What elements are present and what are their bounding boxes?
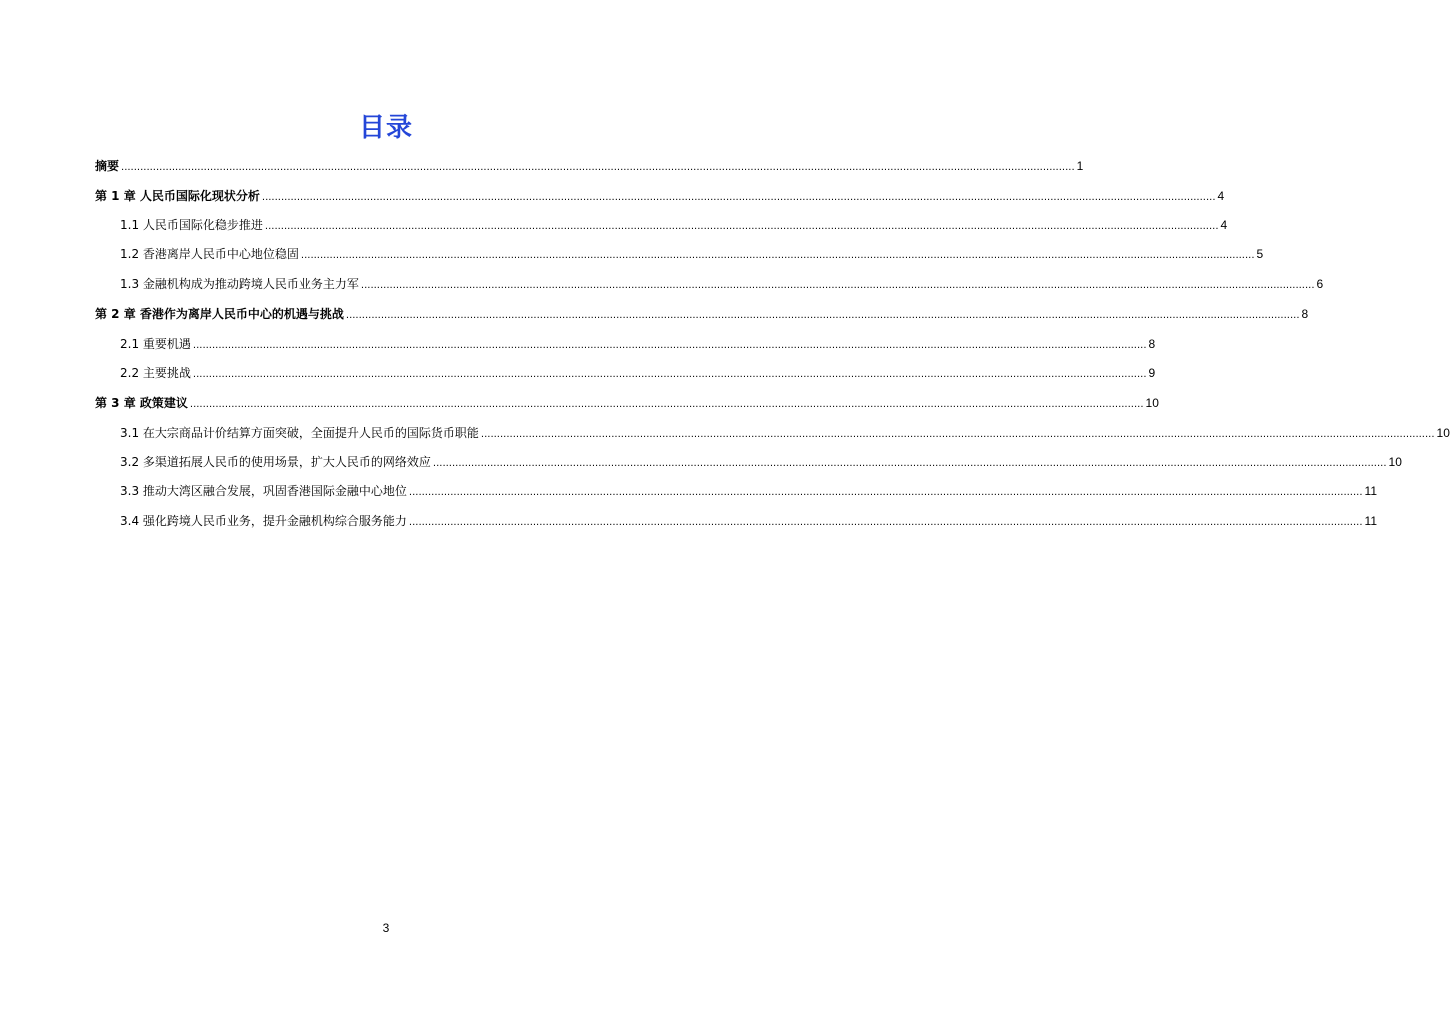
- toc-entry-section-3-4[interactable]: [120, 511, 1377, 531]
- dot-leader: ............................................................................................................................................................................................................................................................................................................: [300, 250, 1255, 261]
- toc-entry-section-2-1[interactable]: [120, 334, 1156, 354]
- toc-entry-section-3-2[interactable]: [120, 452, 1402, 472]
- toc-entry-label: 3.2 多渠道拓展人民币的使用场景，扩大人民币的网络效应: [120, 455, 431, 469]
- toc-entry-abstract[interactable]: [95, 156, 1084, 176]
- dot-leader: ............................................................................................................................................................................................................................................................................................................: [345, 310, 1300, 321]
- toc-entry-label: 2.2 主要挑战: [120, 366, 191, 380]
- toc-entry-page: 4: [1217, 189, 1225, 203]
- toc-entry-label: 摘要: [95, 159, 120, 173]
- toc-entry-page: 1: [1076, 159, 1084, 173]
- toc-entry-section-2-2[interactable]: [120, 363, 1156, 383]
- toc-entry-label: 第 3 章 政策建议: [95, 396, 188, 410]
- toc-entry-label: 1.3 金融机构成为推动跨境人民币业务主力军: [120, 277, 359, 291]
- toc-entry-label: 3.1 在大宗商品计价结算方面突破，全面提升人民币的国际货币职能: [120, 426, 479, 440]
- dot-leader: ............................................................................................................................................................................................................................................................................................................: [408, 487, 1363, 498]
- toc-entry-page: 6: [1316, 277, 1324, 291]
- dot-leader: ............................................................................................................................................................................................................................................................................................................: [192, 369, 1147, 380]
- toc-entry-page: 10: [1436, 426, 1450, 440]
- toc-entry-section-3-3[interactable]: [120, 481, 1377, 501]
- toc-entry-page: 10: [1388, 455, 1402, 469]
- toc-entry-label: 2.1 重要机遇: [120, 337, 191, 351]
- toc-entry-section-1-1[interactable]: [120, 215, 1228, 235]
- toc-entry-page: 8: [1148, 337, 1156, 351]
- dot-leader: ............................................................................................................................................................................................................................................................................................................: [360, 280, 1315, 291]
- toc-entry-section-3-1[interactable]: [120, 423, 1450, 443]
- dot-leader: ............................................................................................................................................................................................................................................................................................................: [408, 517, 1363, 528]
- toc-entry-section-1-3[interactable]: [120, 274, 1324, 294]
- toc-entry-page: 4: [1220, 218, 1228, 232]
- dot-leader: ............................................................................................................................................................................................................................................................................................................: [192, 340, 1147, 351]
- toc-entry-chapter-1[interactable]: [95, 186, 1225, 206]
- page-number: 3: [382, 921, 390, 935]
- toc-entry-page: 10: [1145, 396, 1159, 410]
- dot-leader: ............................................................................................................................................................................................................................................................................................................: [121, 162, 1075, 173]
- toc-entry-page: 11: [1364, 514, 1377, 528]
- toc-entry-section-1-2[interactable]: [120, 244, 1264, 264]
- toc-entry-page: 5: [1256, 247, 1264, 261]
- dot-leader: ............................................................................................................................................................................................................................................................................................................: [261, 192, 1216, 203]
- dot-leader: ............................................................................................................................................................................................................................................................................................................: [264, 221, 1219, 232]
- toc-title: 目录: [358, 113, 413, 143]
- toc-entry-label: 第 2 章 香港作为离岸人民币中心的机遇与挑战: [95, 307, 344, 321]
- toc-entry-label: 3.3 推动大湾区融合发展，巩固香港国际金融中心地位: [120, 484, 407, 498]
- toc-entry-label: 1.2 香港离岸人民币中心地位稳固: [120, 247, 299, 261]
- dot-leader: ............................................................................................................................................................................................................................................................................................................: [189, 399, 1144, 410]
- dot-leader: ............................................................................................................................................................................................................................................................................................................: [432, 458, 1387, 469]
- toc-entry-label: 第 1 章 人民币国际化现状分析: [95, 189, 260, 203]
- toc-entry-page: 9: [1148, 366, 1156, 380]
- toc-entry-page: 8: [1301, 307, 1309, 321]
- dot-leader: ............................................................................................................................................................................................................................................................................................................: [480, 429, 1435, 440]
- toc-entry-label: 1.1 人民币国际化稳步推进: [120, 218, 263, 232]
- toc-entry-page: 11: [1364, 484, 1377, 498]
- toc-entry-label: 3.4 强化跨境人民币业务，提升金融机构综合服务能力: [120, 514, 407, 528]
- toc-entry-chapter-2[interactable]: [95, 304, 1309, 324]
- toc-entry-chapter-3[interactable]: [95, 393, 1159, 413]
